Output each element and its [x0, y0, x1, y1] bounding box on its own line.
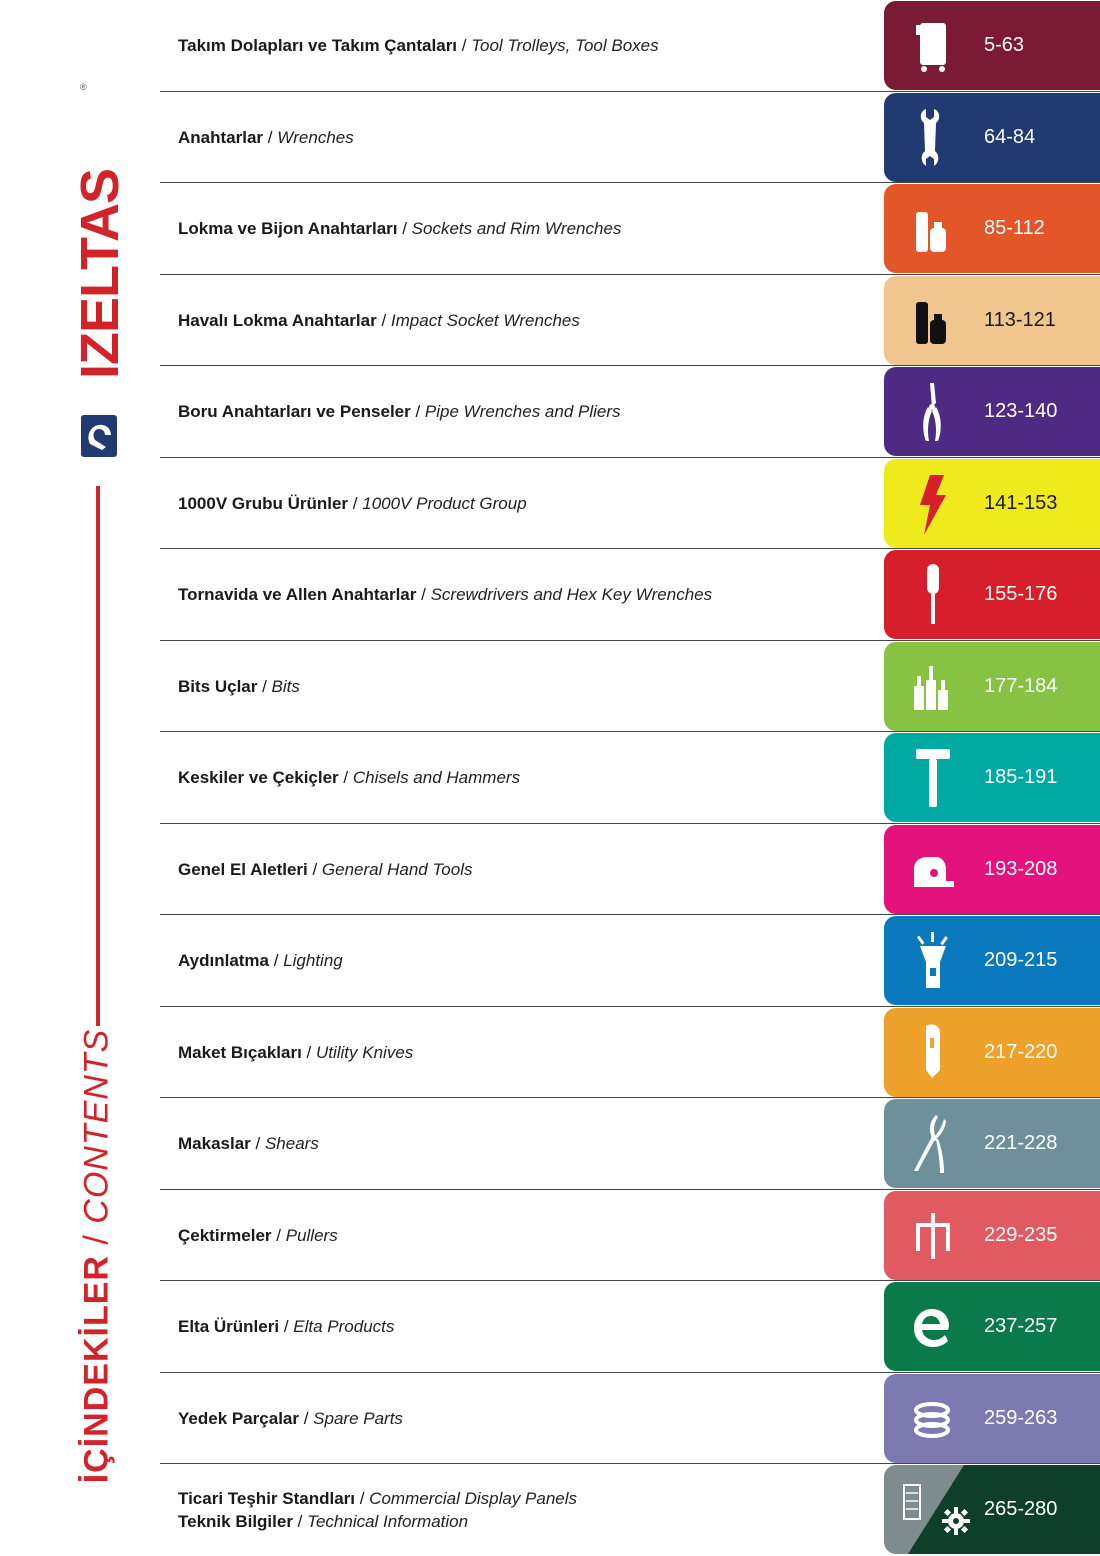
- brand-name: IZELTAS: [70, 169, 130, 379]
- page-tab[interactable]: [884, 184, 1100, 273]
- page-range: 259-263: [984, 1406, 1058, 1429]
- contents-heading-tr: İÇİNDEKİLER: [77, 1255, 116, 1484]
- tool-trolley-icon: [910, 15, 956, 77]
- toc-row[interactable]: [160, 641, 1100, 733]
- section-title-en: General Hand Tools: [321, 859, 473, 879]
- pliers-icon: [910, 381, 956, 443]
- toc-row[interactable]: [160, 1281, 1100, 1373]
- page-range: 155-176: [984, 583, 1058, 605]
- contents-list: [160, 0, 1100, 1556]
- toc-row-label: Aydınlatma / Lighting: [178, 951, 343, 971]
- section-title-tr: Anahtarlar: [178, 127, 264, 147]
- toc-row-label: Bits Uçlar / Bits: [178, 676, 300, 696]
- section-title-en: Elta Products: [293, 1317, 395, 1337]
- toc-row-label: Keskiler ve Çekiçler / Chisels and Hammers: [178, 768, 521, 788]
- section-title-en: Technical Information: [307, 1511, 469, 1531]
- section-title-en: Shears: [264, 1134, 319, 1154]
- display-stand-icon: [902, 1483, 922, 1523]
- page-range: 193-208: [984, 857, 1058, 880]
- toc-row[interactable]: [160, 183, 1100, 275]
- toc-row[interactable]: [160, 0, 1100, 92]
- page-range: 141-153: [984, 491, 1058, 514]
- contents-heading: [78, 1029, 117, 1484]
- toc-row[interactable]: [160, 1464, 1100, 1556]
- toc-row-label: Havalı Lokma Anahtarlar / Impact Socket Wrenches: [178, 310, 580, 330]
- page-tab[interactable]: [884, 1465, 1100, 1554]
- page-tab[interactable]: [884, 1282, 1100, 1371]
- page-range: 237-257: [984, 1315, 1058, 1337]
- toc-row[interactable]: [160, 458, 1100, 550]
- toc-row[interactable]: [160, 549, 1100, 641]
- toc-row[interactable]: [160, 824, 1100, 916]
- toc-row-label: Makaslar / Shears: [178, 1134, 319, 1154]
- page-tab[interactable]: [884, 1099, 1100, 1188]
- section-title-en: Pullers: [285, 1225, 338, 1245]
- toc-row-label: Çektirmeler / Pullers: [178, 1225, 338, 1245]
- flashlight-icon: [910, 930, 956, 992]
- page-tab[interactable]: [884, 1008, 1100, 1097]
- shears-icon: [910, 1113, 956, 1175]
- page-tab[interactable]: [884, 459, 1100, 548]
- toc-row-label: Yedek Parçalar / Spare Parts: [178, 1408, 403, 1428]
- section-title-tr: Boru Anahtarları ve Penseler: [178, 402, 411, 422]
- section-title-en: Utility Knives: [315, 1042, 414, 1062]
- page-range: 265-280: [984, 1498, 1058, 1520]
- puller-icon: [910, 1205, 956, 1267]
- page-tab[interactable]: [884, 733, 1100, 822]
- toc-row[interactable]: [160, 1373, 1100, 1465]
- toc-row-label: Boru Anahtarları ve Penseler / Pipe Wrenches and Pliers: [178, 402, 621, 422]
- section-title-tr: Keskiler ve Çekiçler: [178, 768, 339, 788]
- page-range: 221-228: [984, 1132, 1058, 1154]
- toc-row[interactable]: [160, 366, 1100, 458]
- tape-measure-icon: [910, 839, 956, 901]
- wrench-icon: [910, 107, 956, 169]
- page-range: 123-140: [984, 400, 1058, 422]
- lightning-icon: [910, 473, 956, 535]
- page-tab[interactable]: [884, 825, 1100, 914]
- page-tab[interactable]: [884, 367, 1100, 456]
- spare-parts-icon: [910, 1388, 956, 1450]
- page-tab[interactable]: [884, 1191, 1100, 1280]
- toc-row[interactable]: [160, 915, 1100, 1007]
- section-title-tr: Elta Ürünleri: [178, 1317, 280, 1337]
- brand-logo-block: [70, 82, 130, 460]
- toc-row[interactable]: [160, 275, 1100, 367]
- toc-row[interactable]: [160, 1190, 1100, 1282]
- section-title-en: Chisels and Hammers: [352, 768, 521, 788]
- page-tab[interactable]: [884, 642, 1100, 731]
- section-title-tr: Maket Bıçakları: [178, 1042, 302, 1062]
- toc-row[interactable]: [160, 92, 1100, 184]
- page-tab[interactable]: [884, 276, 1100, 365]
- page-range: 5-63: [984, 34, 1025, 56]
- utility-knife-icon: [910, 1022, 956, 1084]
- section-title-en: Screwdrivers and Hex Key Wrenches: [430, 585, 713, 605]
- toc-row-label: Ticari Teşhir Standları / Commercial Display Panels Teknik Bilgiler / Technical Information: [178, 1488, 578, 1531]
- toc-row[interactable]: [160, 1007, 1100, 1099]
- section-title-tr: Takım Dolapları ve Takım Çantaları: [178, 36, 458, 56]
- toc-row-label: Elta Ürünleri / Elta Products: [178, 1317, 395, 1337]
- section-title-tr: Çektirmeler: [178, 1225, 272, 1245]
- toc-row-label: Genel El Aletleri / General Hand Tools: [178, 859, 473, 879]
- page-range: 85-112: [984, 217, 1045, 239]
- brand-emblem-icon: [80, 414, 118, 458]
- page-tab[interactable]: [884, 93, 1100, 182]
- page-tab[interactable]: [884, 1, 1100, 90]
- registered-mark: ®: [80, 82, 87, 92]
- section-title-en: Impact Socket Wrenches: [390, 310, 580, 330]
- section-title-tr: 1000V Grubu Ürünler: [178, 493, 349, 513]
- contents-heading-sep: /: [77, 1223, 116, 1256]
- hammer-icon: [910, 747, 956, 809]
- page-range: 64-84: [984, 125, 1036, 148]
- page-range: 217-220: [984, 1040, 1058, 1063]
- section-title-tr: Aydınlatma: [178, 951, 270, 971]
- socket-icon: [910, 198, 956, 260]
- page-range: 229-235: [984, 1223, 1058, 1246]
- bits-icon: [910, 656, 956, 718]
- toc-row[interactable]: [160, 1098, 1100, 1190]
- toc-row[interactable]: [160, 732, 1100, 824]
- section-title-tr: Havalı Lokma Anahtarlar: [178, 310, 377, 330]
- section-title-en: Sockets and Rim Wrenches: [411, 219, 622, 239]
- contents-heading-en: CONTENTS: [77, 1028, 116, 1224]
- section-title-en: Wrenches: [277, 127, 354, 147]
- section-title-en: Tool Trolleys, Tool Boxes: [471, 36, 659, 56]
- toc-row-label: Maket Bıçakları / Utility Knives: [178, 1042, 414, 1062]
- section-title-en: Lighting: [283, 951, 343, 971]
- toc-row-label: Tornavida ve Allen Anahtarlar / Screwdrivers and Hex Key Wrenches: [178, 585, 713, 605]
- page-tab[interactable]: [884, 1374, 1100, 1463]
- section-title-en: Commercial Display Panels: [369, 1488, 578, 1508]
- section-title-en: Spare Parts: [313, 1408, 403, 1428]
- section-title-en: Pipe Wrenches and Pliers: [424, 402, 621, 422]
- toc-row-label: Takım Dolapları ve Takım Çantaları / Tool Trolleys, Tool Boxes: [178, 36, 659, 56]
- contents-divider-line: [96, 486, 100, 1026]
- sidebar: [0, 0, 160, 1556]
- page-range: 113-121: [984, 308, 1056, 331]
- page-tab[interactable]: [884, 550, 1100, 639]
- toc-row-label: 1000V Grubu Ürünler / 1000V Product Group: [178, 493, 527, 513]
- page-tab[interactable]: [884, 916, 1100, 1005]
- gear-icon: [942, 1507, 970, 1535]
- section-title-tr: Bits Uçlar: [178, 676, 258, 696]
- section-title-tr: Makaslar: [178, 1134, 251, 1154]
- section-title-tr: Lokma ve Bijon Anahtarları: [178, 219, 398, 239]
- section-title-tr: Yedek Parçalar: [178, 1408, 299, 1428]
- page-range: 185-191: [984, 766, 1058, 788]
- section-title-tr: Tornavida ve Allen Anahtarlar: [178, 585, 417, 605]
- toc-row-label: Lokma ve Bijon Anahtarları / Sockets and Rim Wrenches: [178, 219, 622, 239]
- section-title-tr: Genel El Aletleri: [178, 859, 308, 879]
- section-title-tr: Teknik Bilgiler: [178, 1511, 293, 1531]
- section-title-en: Bits: [271, 676, 300, 696]
- screwdriver-icon: [910, 564, 956, 626]
- toc-row-label: Anahtarlar / Wrenches: [178, 127, 354, 147]
- page-range: 209-215: [984, 949, 1058, 971]
- elta-logo-icon: [910, 1296, 956, 1358]
- impact-socket-icon: [910, 290, 956, 352]
- section-title-tr: Ticari Teşhir Standları: [178, 1488, 355, 1508]
- page-range: 177-184: [984, 674, 1058, 697]
- section-title-en: 1000V Product Group: [362, 493, 527, 513]
